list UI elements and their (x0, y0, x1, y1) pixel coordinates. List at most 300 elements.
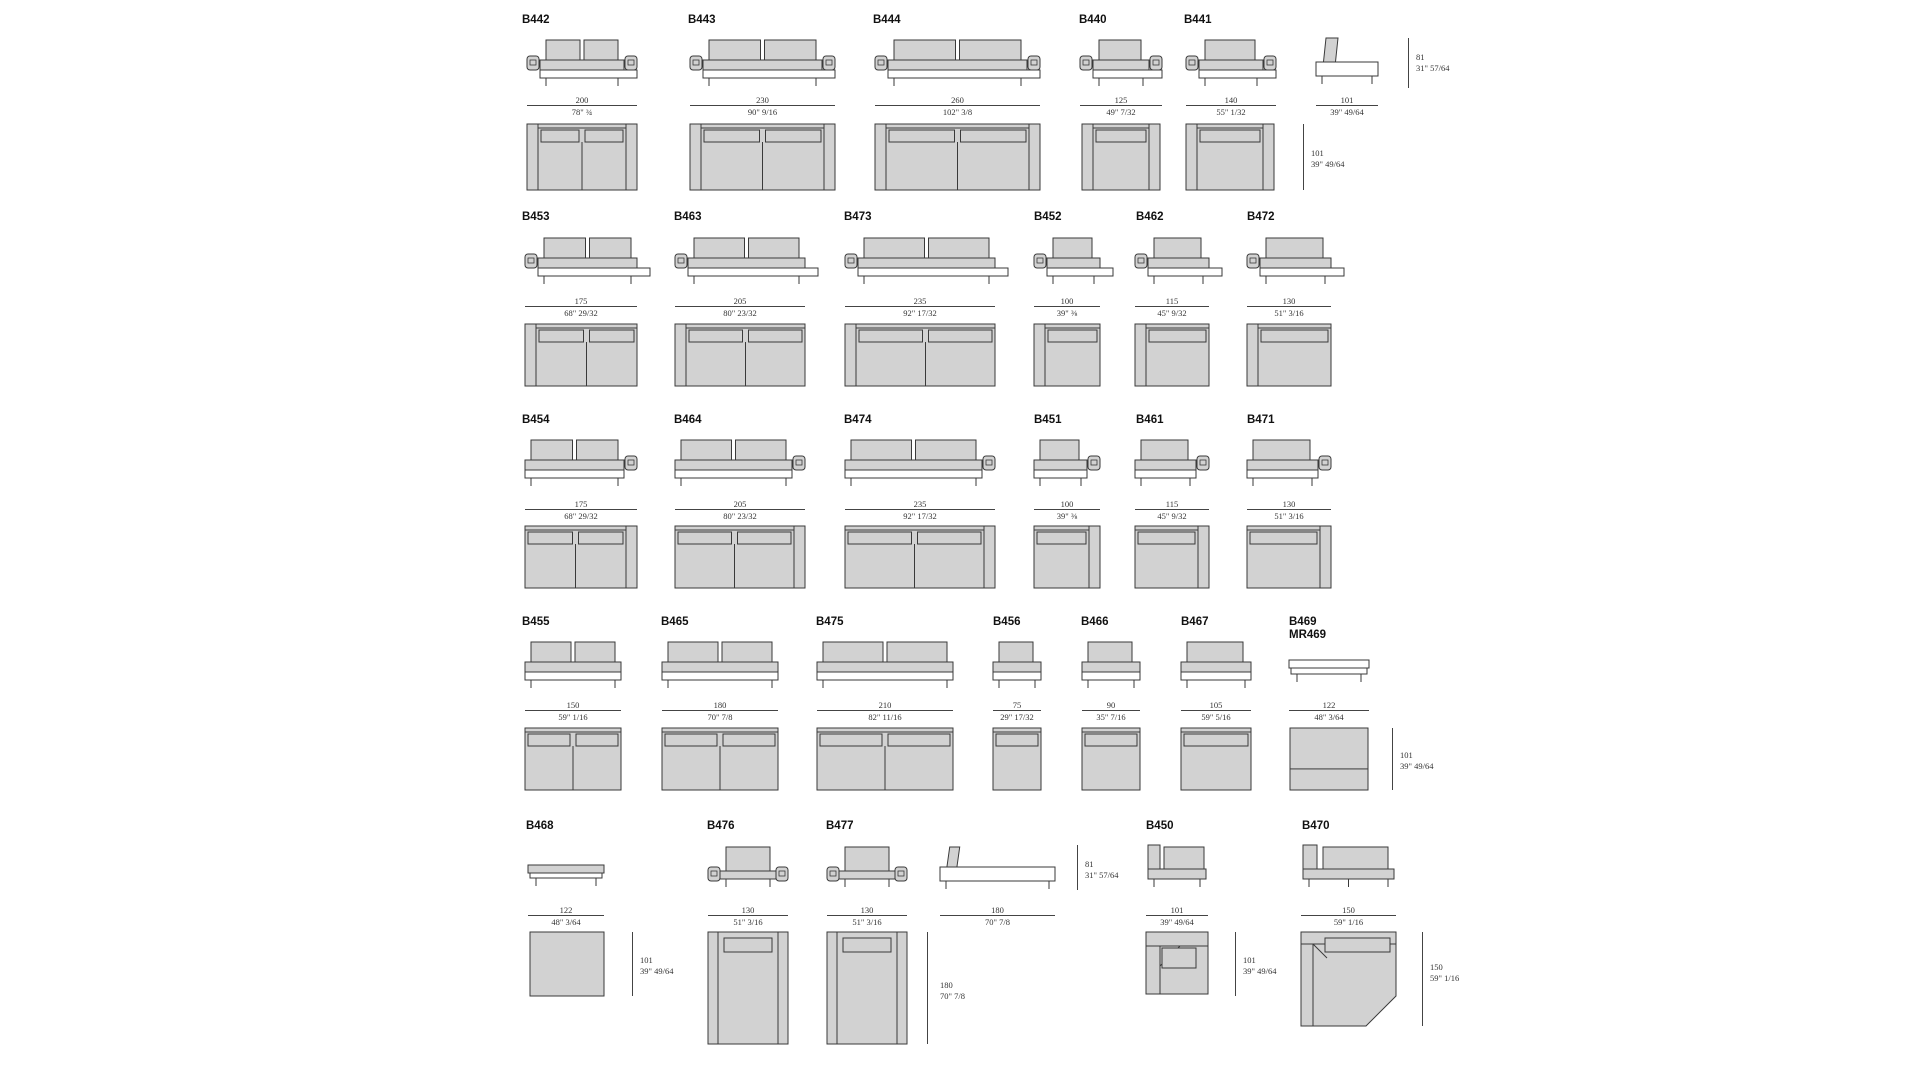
width-cm: 150 (1342, 905, 1355, 915)
plan-back-cushion (929, 330, 993, 342)
arm-pad (1135, 254, 1147, 268)
width-dimension (525, 296, 637, 318)
plan-back-cushion (1138, 532, 1195, 544)
plan-view (825, 930, 909, 1046)
model-code: B452 (1034, 211, 1062, 223)
plan-back-cushion (889, 130, 955, 142)
width-dimension (527, 95, 637, 117)
front-elevation (1314, 36, 1380, 90)
plan-back-cushion (961, 130, 1027, 142)
front-elevation (991, 638, 1043, 692)
front-elevation (1287, 658, 1371, 690)
height-cm: 180 (940, 980, 953, 990)
seat (993, 662, 1041, 672)
plan-back-cushion (859, 330, 923, 342)
plan-armrest (626, 124, 637, 190)
dimension-line (1135, 306, 1209, 307)
dimension-line (662, 710, 778, 711)
width-inches: 45" 9/32 (1157, 308, 1187, 318)
bench-top (1289, 660, 1369, 668)
back-cushion (749, 238, 800, 258)
vertical-dimension (1400, 750, 1433, 772)
vertical-dimension-line (1235, 932, 1236, 996)
seat (1047, 258, 1100, 268)
plan-view (1299, 930, 1398, 1028)
vertical-dimension-line (1077, 845, 1078, 890)
seat (675, 460, 792, 470)
plan-back-cushion (888, 734, 950, 746)
seat (1034, 460, 1087, 470)
front-elevation (843, 234, 997, 288)
plan-back-cushion (1037, 532, 1086, 544)
model-code: B472 (1247, 211, 1275, 223)
dimension-line (1034, 306, 1100, 307)
base-frame (1047, 268, 1113, 276)
width-inches: 78" ¾ (571, 107, 593, 117)
plan-view (991, 726, 1043, 792)
seat (1260, 258, 1331, 268)
dimension-line (1247, 509, 1331, 510)
dimension-line (1146, 915, 1208, 916)
width-dimension (1080, 95, 1162, 117)
front-elevation (825, 843, 909, 892)
dimension-line (525, 710, 621, 711)
model-code: B477 (826, 820, 854, 832)
dimension-line (940, 915, 1055, 916)
plan-view (1133, 524, 1211, 590)
front-elevation (1245, 436, 1333, 490)
plan-armrest (675, 324, 686, 386)
plan-bench-top (1290, 728, 1368, 769)
width-cm: 235 (913, 499, 927, 509)
vertical-dimension (1430, 962, 1459, 984)
model-code: B455 (522, 616, 550, 628)
front-elevation (523, 436, 639, 490)
width-inches: 51" 3/16 (1274, 511, 1304, 521)
back-cushion (694, 238, 745, 258)
width-inches: 68" 29/32 (564, 511, 598, 521)
plan-back-cushion (1250, 532, 1317, 544)
ottoman-top (528, 865, 604, 873)
width-dimension (940, 905, 1055, 927)
arm-pad (690, 56, 702, 70)
seat-side (1316, 62, 1378, 76)
back-cushion (887, 642, 947, 662)
front-elevation (1133, 234, 1211, 288)
width-cm: 130 (1282, 499, 1296, 509)
width-inches: 102" 3/8 (942, 107, 973, 117)
back-cushion (1040, 440, 1079, 460)
width-cm: 115 (1165, 499, 1179, 509)
plan-view (1179, 726, 1253, 792)
width-dimension (675, 296, 805, 318)
width-inches: 82" 11/16 (868, 712, 902, 722)
seat (817, 662, 953, 672)
seat (525, 460, 624, 470)
base-frame (1082, 672, 1140, 680)
width-dimension (525, 700, 621, 722)
front-elevation (1078, 36, 1164, 90)
model-code: B462 (1136, 211, 1164, 223)
front-elevation (1299, 843, 1398, 892)
model-code: B442 (522, 14, 550, 26)
plan-back-cushion (766, 130, 822, 142)
arm-pad (1088, 456, 1100, 470)
height-inches: 39" 49/64 (640, 966, 674, 976)
plan-view (1245, 322, 1333, 388)
arm-pad (827, 867, 839, 881)
plan-back-cushion (918, 532, 982, 544)
front-elevation (1144, 843, 1210, 892)
backrest-side (1323, 38, 1338, 64)
width-dimension (1034, 499, 1100, 521)
model-code: B467 (1181, 616, 1209, 628)
width-cm: 101 (1340, 95, 1354, 105)
arm-pad (1080, 56, 1092, 70)
plan-back-cushion (528, 734, 570, 746)
back-cushion (722, 642, 772, 662)
dimension-line (1247, 306, 1331, 307)
base-frame (1260, 268, 1344, 276)
plan-view (1080, 122, 1162, 192)
arm-pad (983, 456, 995, 470)
vertical-dimension-line (1422, 932, 1423, 1026)
base-frame (1034, 470, 1087, 478)
arm-pad (1264, 56, 1276, 70)
plan-back-cushion (738, 532, 792, 544)
arm-pad (675, 254, 687, 268)
width-cm: 235 (913, 296, 927, 306)
model-code: B475 (816, 616, 844, 628)
front-elevation (1184, 36, 1278, 90)
plan-back-cushion (590, 330, 635, 342)
plan-view (1133, 322, 1211, 388)
dimension-line (527, 105, 637, 106)
width-inches: 49" 7/32 (1106, 107, 1136, 117)
plan-back-cushion (1200, 130, 1260, 142)
arm-pad (708, 867, 720, 881)
dimension-line (525, 509, 637, 510)
width-cm: 200 (575, 95, 589, 105)
front-elevation (873, 36, 1042, 90)
plan-view (660, 726, 780, 792)
plan-view (873, 122, 1042, 192)
base-frame (703, 70, 835, 78)
plan-armrest (708, 932, 718, 1044)
width-inches: 59" 1/16 (558, 712, 588, 722)
seat-side (940, 867, 1055, 881)
width-dimension (1247, 499, 1331, 521)
width-dimension (1247, 296, 1331, 318)
model-code: B465 (661, 616, 689, 628)
vertical-dimension-line (632, 932, 633, 996)
plan-back-cushion (724, 938, 772, 952)
plan-armrest (1089, 526, 1100, 588)
back-cushion (823, 642, 883, 662)
plan-view (523, 726, 623, 792)
plan-side-back (1301, 932, 1313, 1026)
plan-outline (530, 932, 604, 996)
width-inches: 92" 17/32 (903, 308, 937, 318)
width-cm: 180 (713, 700, 727, 710)
arm-pad (525, 254, 537, 268)
width-cm: 180 (991, 905, 1004, 915)
front-elevation (1080, 638, 1142, 692)
width-inches: 68" 29/32 (564, 308, 598, 318)
width-dimension (845, 499, 995, 521)
arm-pad (1197, 456, 1209, 470)
plan-back-cushion (1085, 734, 1137, 746)
vertical-dimension (1085, 859, 1118, 881)
vertical-dimension-line (1392, 728, 1393, 790)
plan-view (673, 524, 807, 590)
bench-frame (1291, 668, 1367, 674)
plan-view (1184, 122, 1276, 192)
base-frame (525, 672, 621, 680)
vertical-dimension (1311, 148, 1344, 170)
width-inches: 39" ⅜ (1056, 511, 1078, 521)
plan-back (1146, 932, 1208, 946)
plan-armrest (1149, 124, 1160, 190)
vertical-dimension-line (927, 932, 928, 1044)
base-frame (845, 470, 982, 478)
plan-back-cushion (585, 130, 623, 142)
seat (688, 258, 805, 268)
back-cushion (960, 40, 1022, 60)
back-cushion (531, 642, 571, 662)
front-elevation (843, 436, 997, 490)
plan-back-cushion (678, 532, 732, 544)
plan-back-cushion (528, 532, 573, 544)
width-dimension (1316, 95, 1378, 117)
width-cm: 230 (756, 95, 769, 105)
seat (525, 662, 621, 672)
width-cm: 130 (741, 905, 755, 915)
width-cm: 175 (574, 499, 588, 509)
height-cm: 101 (1311, 148, 1324, 158)
base-frame (525, 470, 624, 478)
plan-armrest (845, 324, 856, 386)
dimension-line (845, 306, 995, 307)
arm-pad (895, 867, 907, 881)
width-cm: 205 (733, 296, 747, 306)
plan-view (525, 122, 639, 192)
plan-back-cushion (1184, 734, 1248, 746)
seat (1247, 460, 1318, 470)
plan-armrest (1082, 124, 1093, 190)
plan-back-cushion (1048, 330, 1097, 342)
model-code: B474 (844, 414, 872, 426)
seat (538, 258, 637, 268)
model-code: B451 (1034, 414, 1062, 426)
base-frame (538, 268, 650, 276)
plan-armrest (1263, 124, 1274, 190)
model-code: B441 (1184, 14, 1212, 26)
seat (1199, 60, 1263, 70)
plan-view (1144, 930, 1210, 996)
width-dimension (690, 95, 835, 117)
arm-pad (1186, 56, 1198, 70)
plan-armrest (827, 932, 837, 1044)
front-elevation (523, 638, 623, 692)
front-elevation (526, 863, 606, 887)
front-elevation (706, 843, 790, 892)
back-cushion (1205, 40, 1255, 60)
arm-pad (793, 456, 805, 470)
width-cm: 205 (733, 499, 747, 509)
plan-back-cushion (576, 734, 618, 746)
width-cm: 130 (1282, 296, 1296, 306)
dimension-line (1316, 105, 1378, 106)
plan-armrest (626, 526, 637, 588)
plan-view (1032, 322, 1102, 388)
back-cushion (1088, 642, 1132, 662)
width-cm: 210 (878, 700, 892, 710)
width-cm: 260 (951, 95, 964, 105)
back-cushion (845, 847, 889, 871)
plan-view (1245, 524, 1333, 590)
back-cushion (1164, 847, 1204, 869)
dimension-line (845, 509, 995, 510)
arm-pad (1319, 456, 1331, 470)
arm-pad (1247, 254, 1259, 268)
base-frame (675, 470, 792, 478)
width-cm: 101 (1170, 905, 1184, 915)
height-inches: 39" 49/64 (1400, 761, 1434, 771)
back-cushion (1323, 847, 1388, 869)
seat (1093, 60, 1149, 70)
back-cushion (590, 238, 632, 258)
width-inches: 29" 17/32 (1000, 712, 1034, 722)
plan-armrest (1320, 526, 1331, 588)
model-code: B470 (1302, 820, 1330, 832)
width-dimension (525, 499, 637, 521)
vertical-dimension-line (1303, 124, 1304, 190)
plan-view (523, 524, 639, 590)
plan-armrest (1186, 124, 1197, 190)
base-frame (662, 672, 778, 680)
width-dimension (662, 700, 778, 722)
back-cushion (929, 238, 990, 258)
width-inches: 45" 9/32 (1157, 511, 1187, 521)
vertical-dimension-line (1408, 38, 1409, 88)
arm-pad (1150, 56, 1162, 70)
back-cushion (1053, 238, 1092, 258)
back-cushion (1099, 40, 1141, 60)
back-cushion (894, 40, 956, 60)
height-inches: 70" 7/8 (940, 991, 965, 1001)
vertical-dimension (1416, 52, 1449, 74)
dimension-line (1135, 509, 1209, 510)
height-inches: 31" 57/64 (1416, 63, 1450, 73)
seat (540, 60, 624, 70)
plan-armrest (527, 124, 538, 190)
back-cushion (681, 440, 732, 460)
plan-view (523, 322, 639, 388)
front-elevation (1133, 436, 1211, 490)
width-inches: 39" 49/64 (1330, 107, 1364, 117)
plan-view (688, 122, 837, 192)
arm-pad (875, 56, 887, 70)
width-inches: 92" 17/32 (903, 511, 937, 521)
plan-armrest (1034, 324, 1045, 386)
height-cm: 81 (1085, 859, 1094, 869)
front-elevation (673, 436, 807, 490)
plan-armrest (875, 124, 886, 190)
plan-back-cushion (1149, 330, 1206, 342)
plan-view (1288, 726, 1370, 792)
width-inches: 70" 7/8 (707, 712, 733, 722)
front-elevation (1179, 638, 1253, 692)
seat (720, 871, 776, 879)
model-code: B471 (1247, 414, 1275, 426)
width-dimension (528, 905, 604, 927)
width-dimension (1082, 700, 1140, 722)
width-inches: 48" 3/64 (1314, 712, 1344, 722)
width-inches: 51" 3/16 (733, 917, 763, 927)
width-cm: 122 (559, 905, 573, 915)
plan-armrest (525, 324, 536, 386)
height-cm: 101 (640, 955, 653, 965)
model-code: B453 (522, 211, 550, 223)
back-cushion (709, 40, 761, 60)
width-inches: 70" 7/8 (985, 917, 1010, 927)
plan-back-cushion (1325, 938, 1390, 952)
front-elevation (1032, 234, 1102, 288)
plan-view (706, 930, 790, 1046)
width-dimension (875, 95, 1040, 117)
plan-view (528, 930, 606, 998)
plan-view (1032, 524, 1102, 590)
model-code: B464 (674, 414, 702, 426)
plan-back-cushion (843, 938, 891, 952)
dimension-line (525, 306, 637, 307)
plan-back-cushion (848, 532, 912, 544)
plan-back-cushion (1261, 330, 1328, 342)
ottoman-frame (530, 873, 602, 878)
plan-armrest (1198, 526, 1209, 588)
seat (858, 258, 995, 268)
base-frame (1093, 70, 1162, 78)
arm-pad (845, 254, 857, 268)
back-cushion (575, 642, 615, 662)
seat (1082, 662, 1140, 672)
front-elevation (1245, 234, 1333, 288)
width-dimension (708, 905, 788, 927)
base-frame (1247, 470, 1318, 478)
width-dimension (993, 700, 1041, 722)
dimension-line (827, 915, 907, 916)
dimension-line (1186, 105, 1276, 106)
front-elevation (938, 843, 1057, 892)
plan-armrest (824, 124, 835, 190)
plan-armrest (778, 932, 788, 1044)
dimension-line (875, 105, 1040, 106)
front-elevation (1032, 436, 1102, 490)
seat (845, 460, 982, 470)
width-cm: 105 (1209, 700, 1223, 710)
back-cushion (546, 40, 580, 60)
vertical-dimension (1243, 955, 1276, 977)
dimension-line (817, 710, 953, 711)
width-inches: 35" 7/16 (1096, 712, 1126, 722)
model-code: B443 (688, 14, 716, 26)
seat (888, 60, 1027, 70)
width-cm: 100 (1060, 499, 1074, 509)
plan-back-cushion (541, 130, 579, 142)
plan-armrest (690, 124, 701, 190)
model-code: B450 (1146, 820, 1174, 832)
